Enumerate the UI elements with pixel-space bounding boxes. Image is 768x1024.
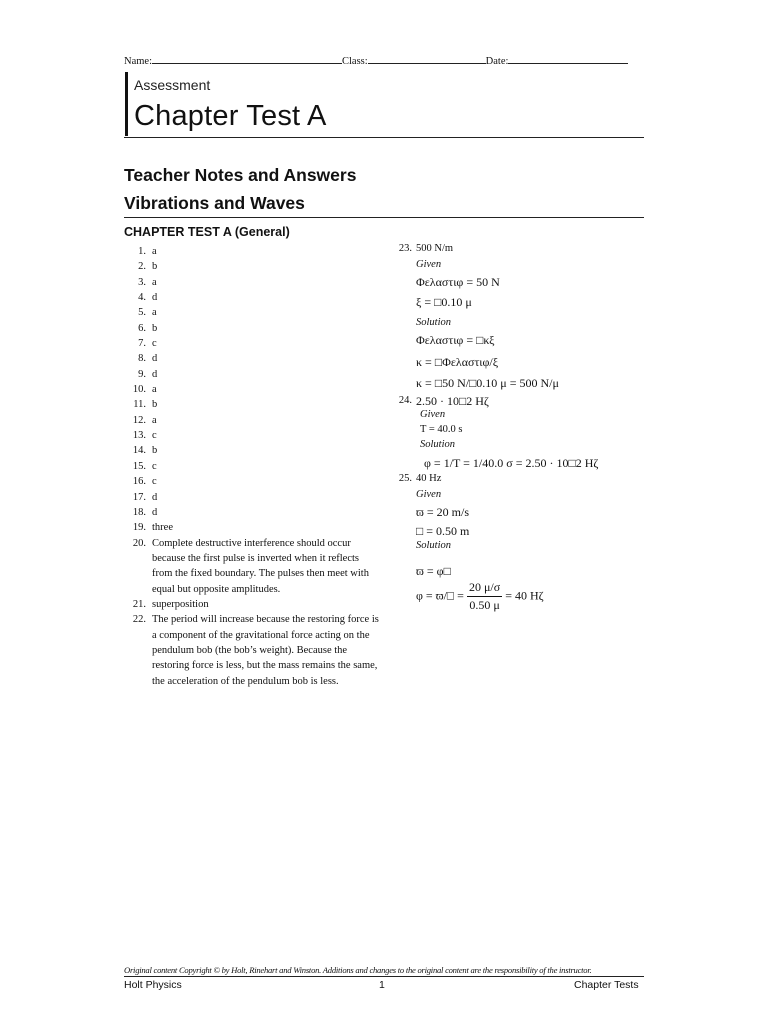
answers-list-left — [124, 244, 380, 689]
answer-text: c — [152, 338, 157, 350]
list-item — [124, 397, 380, 412]
equation-rhs: = 40 Hζ — [505, 588, 544, 603]
answer-text: Complete destructive interference should occur because the first pulse is inverted when it reflects from the fixed boundary. The pulses then meet with equal but opposite amplitudes. — [152, 537, 369, 595]
answer-text: a — [152, 246, 157, 257]
solution-equation: Φελαστιφ = □κξ — [416, 333, 495, 347]
page-number: 1 — [379, 979, 385, 991]
answer-number: 8. — [138, 353, 146, 365]
answer-number: 18. — [132, 506, 146, 518]
answer-number: 3. — [138, 276, 146, 288]
answer-text: superposition — [152, 598, 209, 610]
class-label: Class: — [342, 56, 368, 67]
answer-number: 14. — [132, 445, 146, 457]
equation-lhs: φ = ϖ/□ = — [416, 588, 464, 603]
list-item — [124, 259, 380, 274]
fraction-numerator: 20 μ/σ — [467, 580, 502, 597]
list-item — [124, 597, 380, 612]
answer-text: The period will increase because the restoring force is a component of the gravitational force acting on the pendulum bob (the bob’s weight). Because the restoring force is less, but the mass remains the same, the acceleration of the pendulum bob is less. — [152, 614, 379, 687]
solution-label: Solution — [416, 540, 452, 551]
answer-number: 22. — [132, 614, 146, 626]
answer-text: c — [152, 460, 157, 472]
answer-number: 4. — [138, 292, 146, 304]
given-equation: ϖ = 20 m/s — [416, 505, 470, 519]
answer-text: b — [152, 445, 158, 457]
answer-number: 20. — [132, 537, 146, 549]
solution-equation — [416, 580, 544, 613]
answer-section-heading: CHAPTER TEST A (General) — [124, 225, 290, 239]
title-divider — [124, 137, 644, 138]
list-item — [124, 490, 380, 505]
footer-divider — [124, 976, 644, 977]
answer-number: 13. — [132, 430, 146, 442]
answer-number: 5. — [138, 307, 146, 319]
given-label: Given — [416, 259, 442, 270]
solution-equation: κ = □50 N/□0.10 μ = 500 N/μ — [416, 376, 559, 390]
list-item — [124, 290, 380, 305]
section-label: Assessment — [134, 77, 211, 93]
given-equation: □ = 0.50 m — [416, 524, 470, 538]
answer-text: c — [152, 430, 157, 442]
fraction-denominator: 0.50 μ — [469, 598, 500, 612]
topic-heading: Vibrations and Waves — [124, 193, 305, 213]
solution-equation: φ = 1/T = 1/40.0 σ = 2.50 · 10□2 Hζ — [424, 456, 599, 470]
list-item — [124, 520, 380, 535]
list-item — [124, 474, 380, 489]
answer-number: 21. — [132, 598, 146, 610]
answer-number: 12. — [132, 414, 146, 426]
list-item — [124, 612, 380, 689]
answer-text: d — [152, 491, 158, 503]
given-equation: ξ = □0.10 μ — [416, 295, 472, 309]
answer-text: three — [152, 522, 173, 534]
answer-number: 11. — [133, 399, 146, 411]
given-label: Given — [420, 409, 446, 420]
answer-text: 40 Hz — [416, 473, 442, 484]
list-item — [124, 382, 380, 397]
answer-number: 19. — [132, 522, 146, 534]
answer-number: 1. — [138, 246, 146, 257]
answer-text: d — [152, 292, 158, 304]
answer-number: 7. — [138, 338, 146, 350]
student-info-line — [124, 52, 644, 68]
fraction — [467, 580, 502, 613]
notes-heading: Teacher Notes and Answers — [124, 165, 357, 185]
list-item — [124, 459, 380, 474]
answer-text: a — [152, 414, 157, 426]
solution-label: Solution — [420, 439, 456, 450]
answer-text: c — [152, 476, 157, 488]
answer-number: 6. — [138, 322, 146, 334]
list-item — [124, 367, 380, 382]
answer-number: 15. — [132, 460, 146, 472]
answer-text: d — [152, 368, 158, 380]
class-field[interactable] — [368, 52, 486, 64]
date-label: Date: — [485, 56, 509, 67]
given-label: Given — [416, 489, 442, 500]
list-item — [124, 428, 380, 443]
list-item — [124, 536, 380, 597]
answer-text: 500 N/m — [416, 243, 454, 254]
answer-number: 10. — [132, 384, 146, 396]
answer-number: 9. — [138, 368, 146, 380]
answer-number: 17. — [132, 491, 146, 503]
topic-divider — [124, 217, 644, 218]
solution-equation: κ = □Φελαστιφ/ξ — [416, 355, 499, 369]
name-label: Name: — [124, 56, 152, 67]
answer-text: b — [152, 322, 158, 334]
answer-text: b — [152, 399, 158, 411]
answer-text: a — [152, 307, 157, 319]
name-field[interactable] — [152, 52, 342, 64]
answer-number: 2. — [138, 261, 146, 273]
given-equation: Φελαστιφ = 50 N — [416, 275, 500, 289]
solution-equation: ϖ = φ□ — [416, 564, 451, 578]
list-item — [124, 321, 380, 336]
copyright-notice: Original content Copyright © by Holt, Rinehart and Winston. Additions and changes to the original content are the responsibility of the instructor. — [124, 965, 592, 975]
list-item — [124, 336, 380, 351]
list-item — [124, 275, 380, 290]
list-item — [124, 443, 380, 458]
answer-text: 2.50 · 10□2 Hζ — [416, 394, 489, 408]
list-item — [124, 244, 380, 259]
answer-number: 25. — [398, 473, 412, 484]
title-accent-bar — [125, 72, 128, 136]
list-item — [124, 305, 380, 320]
answer-number: 23. — [398, 243, 412, 254]
solution-label: Solution — [416, 317, 452, 328]
page-title: Chapter Test A — [134, 100, 327, 132]
answer-number: 16. — [132, 476, 146, 488]
list-item — [124, 505, 380, 520]
list-item — [124, 413, 380, 428]
answer-text: d — [152, 506, 158, 518]
footer-section: Chapter Tests — [574, 979, 639, 991]
answer-number: 24. — [398, 395, 412, 406]
answer-text: d — [152, 353, 158, 365]
answer-text: a — [152, 384, 157, 396]
given-equation: T = 40.0 s — [420, 424, 463, 435]
list-item — [124, 351, 380, 366]
answer-text: b — [152, 261, 158, 273]
date-field[interactable] — [508, 52, 628, 64]
answer-text: a — [152, 276, 157, 288]
footer-book-title: Holt Physics — [124, 979, 182, 991]
